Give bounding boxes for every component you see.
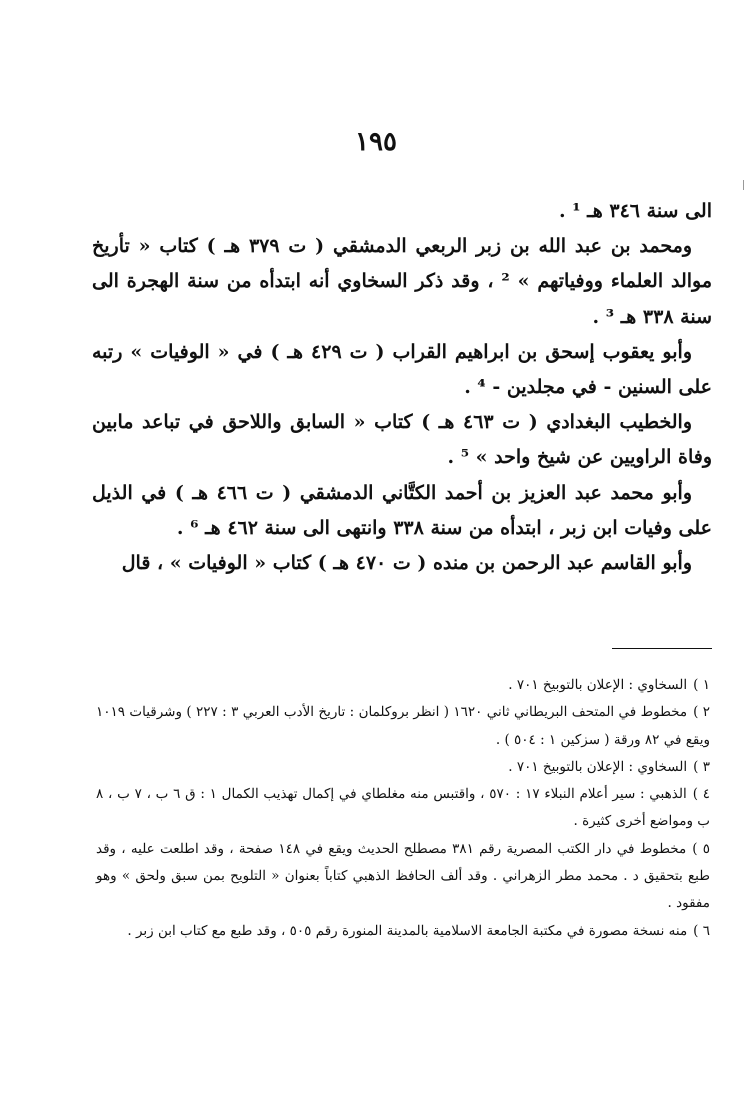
main-text: [92, 194, 712, 581]
page-number: ١٩٥: [355, 127, 397, 157]
paragraph-5: وأبو محمد عبد العزيز بن أحمد الكتَّاني الدمشقي ( ت ٤٦٦ هـ ) في الذيل على وفيات ابن زبر ، ابتدأه من سنة ٣٣٨ وانتهى الى سنة ٤٦٢ هـ ⁶ .: [92, 481, 712, 539]
footnote-number: ٣ ): [693, 758, 710, 775]
footnote-2: [96, 699, 710, 754]
footnote-number: ٦ ): [693, 922, 710, 939]
paragraph-1: الى سنة ٣٤٦ هـ ¹ .: [559, 200, 712, 222]
footnotes-section: [96, 672, 710, 945]
footnote-separator: [612, 648, 712, 649]
footnote-4: [96, 781, 710, 836]
paragraph-2: ومحمد بن عبد الله بن زبر الربعي الدمشقي ( ت ٣٧٩ هـ ) كتاب « تأريخ موالد العلماء ووفياتهم » ² ، وقد ذكر السخاوي أنه ابتدأه من سنة الهجرة الى سنة ٣٣٨ هـ ³ .: [92, 235, 713, 328]
footnote-text: مخطوط في دار الكتب المصرية رقم ٣٨١ مصطلح الحديث ويقع في ١٤٨ صفحة ، وقد اطلعت عليه ، وقد طبع بتحقيق د . محمد مطر الزهراني . وقد ألف الحافظ الذهبي كتاباً بعنوان « التلويح بمن سبق ولحق » وهو مفقود .: [96, 840, 710, 912]
footnote-text: مخطوط في المتحف البريطاني ثاني ١٦٢٠ ( انظر بروكلمان : تاريخ الأدب العربي ٣ : ٢٢٧ ) وشرقيات ١٠١٩ ويقع في ٨٢ ورقة ( سزكين ١ : ٥٠٤ ) .: [96, 704, 710, 748]
footnote-number: ٤ ): [692, 786, 710, 803]
footnote-text: الذهبي : سير أعلام النبلاء ١٧ : ٥٧٠ ، واقتبس منه مغلطاي في إكمال تهذيب الكمال ١ : ق ٦ ب ، ٧ ب ، ٨ ب ومواضع أخرى كثيرة .: [96, 786, 710, 830]
footnote-text: السخاوي : الإعلان بالتوبيخ ٧٠١ .: [508, 677, 688, 693]
footnote-5: [96, 836, 710, 918]
footnote-number: ١ ): [693, 677, 710, 693]
footnote-text: السخاوي : الإعلان بالتوبيخ ٧٠١ .: [508, 758, 688, 775]
paragraph-4: والخطيب البغدادي ( ت ٤٦٣ هـ ) كتاب « السابق واللاحق في تباعد مابين وفاة الراويين عن شيخ واحد » ⁵ .: [92, 411, 712, 469]
footnote-number: ٥ ): [692, 840, 711, 857]
footnote-number: ٢ ): [693, 704, 711, 721]
footnote-text: منه نسخة مصورة في مكتبة الجامعة الاسلامية بالمدينة المنورة رقم ٥٠٥ ، وقد طبع مع كتاب ابن زبر .: [127, 922, 688, 939]
footnote-1: [96, 672, 710, 699]
paragraph-6: وأبو القاسم عبد الرحمن بن منده ( ت ٤٧٠ هـ ) كتاب « الوفيات » ، قال: [121, 552, 692, 575]
footnote-6: [96, 918, 710, 945]
paragraph-3: وأبو يعقوب إسحق بن ابراهيم القراب ( ت ٤٢٩ هـ ) في « الوفيات » رتبه على السنين - في مجلدين - ⁴ .: [92, 340, 712, 399]
page-edge-mark: [743, 180, 744, 190]
footnote-3: [96, 754, 710, 781]
